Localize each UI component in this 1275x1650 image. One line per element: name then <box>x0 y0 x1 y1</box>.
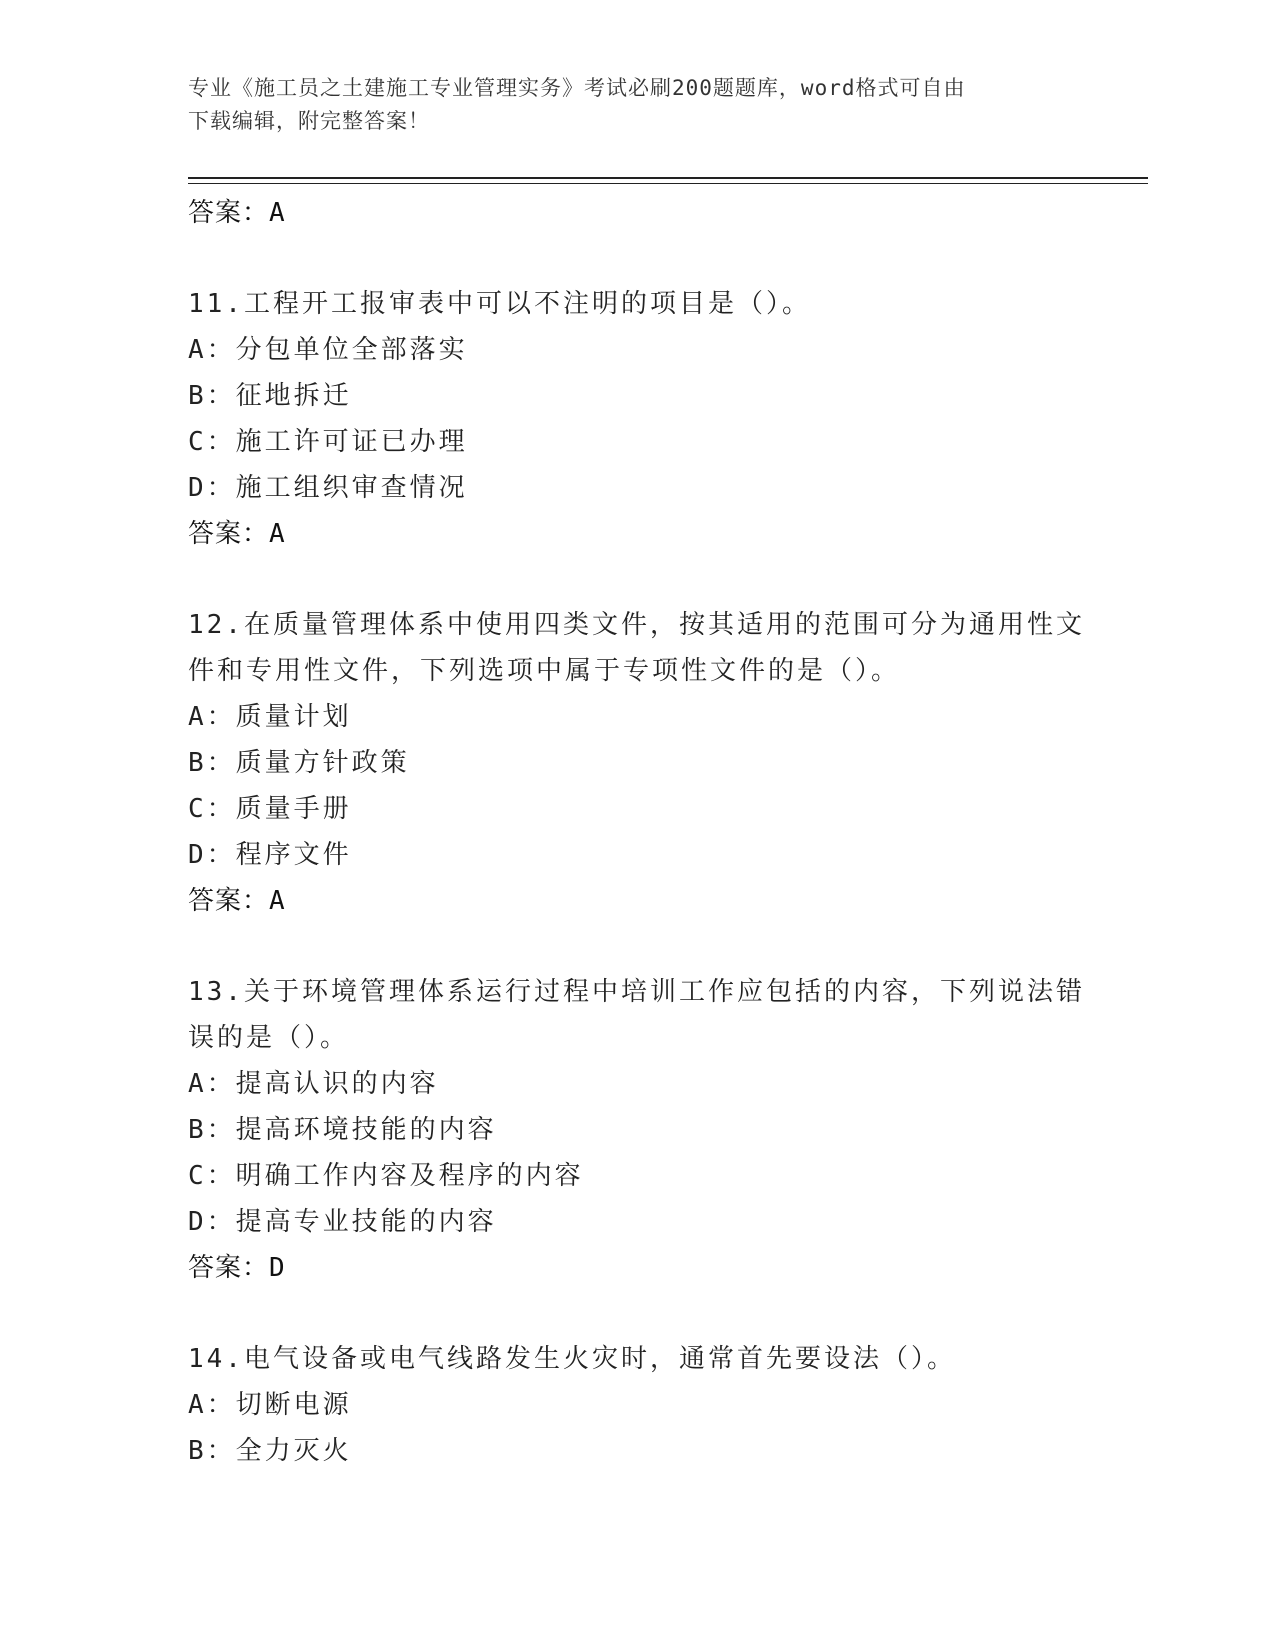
question-text: 13.关于环境管理体系运行过程中培训工作应包括的内容，下列说法错 <box>188 977 1085 1007</box>
option-b: B：征地拆迁 <box>188 381 352 411</box>
header-line-1: 专业《施工员之土建施工专业管理实务》考试必刷200题题库，word格式可自由 <box>188 76 966 100</box>
answer-value: A <box>269 198 286 228</box>
option-a: A：提高认识的内容 <box>188 1069 439 1099</box>
answer <box>188 511 1088 557</box>
question-number: 14. <box>188 1344 244 1374</box>
previous-answer <box>188 190 1088 236</box>
option-b: B：质量方针政策 <box>188 748 410 778</box>
option-d: D：程序文件 <box>188 840 352 870</box>
question-text: 11.工程开工报审表中可以不注明的项目是（）。 <box>188 289 811 319</box>
option-d: D：提高专业技能的内容 <box>188 1207 497 1237</box>
question-text-continued: 件和专用性文件，下列选项中属于专项性文件的是（）。 <box>188 656 901 686</box>
option-c: C：施工许可证已办理 <box>188 427 468 457</box>
question-text: 14.电气设备或电气线路发生火灾时，通常首先要设法（）。 <box>188 1344 956 1374</box>
header-line-2: 下载编辑，附完整答案！ <box>188 109 430 133</box>
option-b: B：提高环境技能的内容 <box>188 1115 497 1145</box>
document-header <box>188 72 1068 138</box>
option-a: A：质量计划 <box>188 702 352 732</box>
question-14 <box>188 1336 1088 1474</box>
option-a: A：分包单位全部落实 <box>188 335 468 365</box>
option-b: B：全力灭火 <box>188 1436 352 1466</box>
answer-label: 答案： <box>188 519 270 549</box>
answer-label: 答案： <box>188 1253 270 1283</box>
answer-label: 答案： <box>188 198 270 228</box>
question-12 <box>188 602 1088 924</box>
answer-value: D <box>269 1253 286 1283</box>
question-text-continued: 误的是（）。 <box>188 1023 350 1053</box>
question-13 <box>188 969 1088 1291</box>
answer <box>188 1245 1088 1291</box>
answer-value: A <box>269 886 286 916</box>
question-11 <box>188 281 1088 557</box>
option-c: C：质量手册 <box>188 794 352 824</box>
question-number: 12. <box>188 610 244 640</box>
answer-label: 答案： <box>188 886 270 916</box>
option-c: C：明确工作内容及程序的内容 <box>188 1161 584 1191</box>
question-number: 13. <box>188 977 244 1007</box>
option-a: A：切断电源 <box>188 1390 352 1420</box>
question-text: 12.在质量管理体系中使用四类文件，按其适用的范围可分为通用性文 <box>188 610 1085 640</box>
question-number: 11. <box>188 289 244 319</box>
header-divider-thick <box>188 177 1148 179</box>
option-d: D：施工组织审查情况 <box>188 473 468 503</box>
answer-value: A <box>269 519 286 549</box>
question-list <box>188 190 1088 1474</box>
header-divider-thin <box>188 183 1148 184</box>
answer <box>188 878 1088 924</box>
